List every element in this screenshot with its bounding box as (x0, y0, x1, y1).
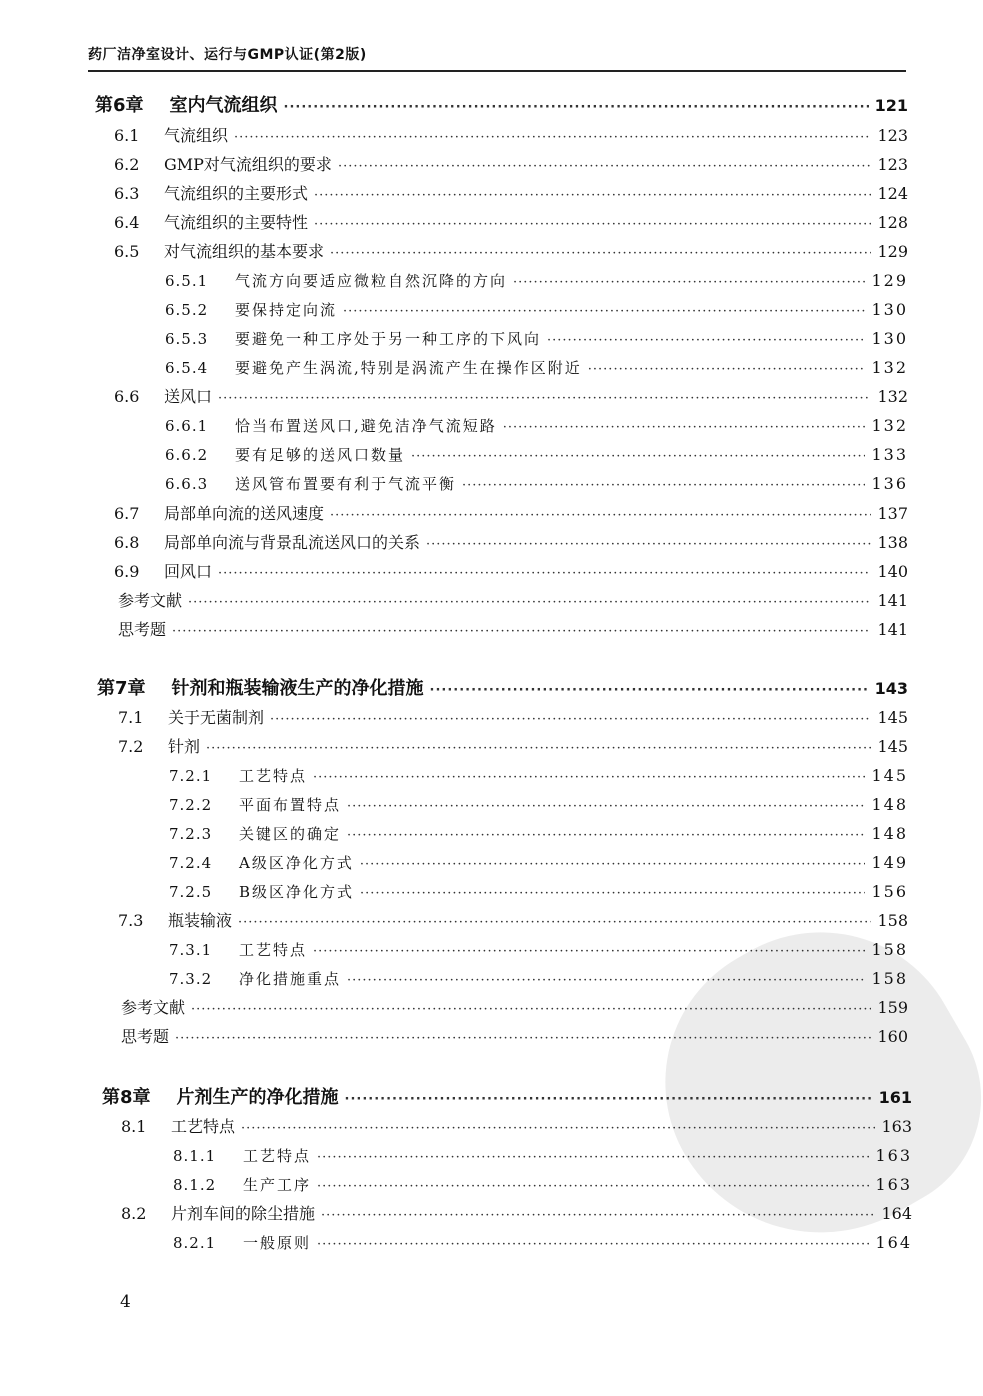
subsection-title: 要避免一种工序处于另一种工序的下风向 (235, 330, 542, 348)
toc-subsection-8-2-1[interactable] (173, 1231, 912, 1255)
chapter-number: 第8章 (102, 1087, 151, 1108)
page-number: 141 (877, 620, 908, 639)
section-title: 工艺特点 (171, 1117, 236, 1136)
leader-dots (270, 708, 871, 732)
page-number: 132 (871, 416, 908, 435)
toc-subsection-7-2-2[interactable] (169, 793, 908, 817)
leader-dots (347, 969, 865, 993)
toc-chapter-8[interactable] (102, 1086, 912, 1110)
questions-title: 思考题 (118, 620, 167, 639)
toc-questions-ch7[interactable] (121, 1025, 908, 1049)
section-number: 6.3 (114, 184, 140, 203)
page-number: 130 (871, 329, 908, 348)
leader-dots (313, 766, 865, 790)
leader-dots (317, 1175, 869, 1199)
subsection-number: 6.6.2 (165, 446, 209, 464)
page-number: 163 (875, 1146, 912, 1165)
subsection-number: 7.2.4 (169, 854, 213, 872)
section-number: 6.8 (114, 533, 140, 552)
page-number: 130 (871, 300, 908, 319)
subsection-number: 6.5.2 (165, 301, 209, 319)
chapter-title: 针剂和瓶装输液生产的净化措施 (171, 678, 424, 699)
toc-references-ch7[interactable] (121, 996, 908, 1020)
page-number: 161 (878, 1088, 912, 1107)
leader-dots (462, 474, 865, 498)
page-number: 163 (875, 1175, 912, 1194)
leader-dots (321, 1204, 875, 1228)
page-number: 132 (871, 358, 908, 377)
subsection-number: 8.2.1 (173, 1234, 217, 1252)
subsection-title: A级区净化方式 (239, 854, 354, 872)
page-number: 123 (877, 155, 908, 174)
leader-dots (513, 271, 865, 295)
leader-dots (330, 504, 871, 528)
subsection-title: 送风管布置要有利于气流平衡 (235, 475, 457, 493)
toc-subsection-6-6-1[interactable] (165, 414, 908, 438)
section-title: 气流组织的主要形式 (164, 184, 309, 203)
leader-dots (430, 679, 869, 703)
leader-dots (338, 155, 872, 179)
toc-references-ch6[interactable] (118, 589, 908, 613)
leader-dots (343, 300, 865, 324)
toc-section-6-2[interactable] (114, 153, 908, 177)
section-number: 6.1 (114, 126, 140, 145)
leader-dots (426, 533, 871, 557)
page-number: 138 (877, 533, 908, 552)
page-number: 140 (877, 562, 908, 581)
subsection-title: 工艺特点 (243, 1147, 312, 1165)
subsection-title: 要有足够的送风口数量 (235, 446, 406, 464)
page-number: 141 (877, 591, 908, 610)
section-title: 瓶装输液 (168, 911, 233, 930)
subsection-number: 7.2.1 (169, 767, 213, 785)
section-number: 6.7 (114, 504, 140, 523)
subsection-number: 6.6.1 (165, 417, 209, 435)
page-number: 148 (871, 795, 908, 814)
leader-dots (317, 1233, 869, 1257)
leader-dots (347, 795, 865, 819)
leader-dots (588, 358, 866, 382)
subsection-number: 7.3.2 (169, 970, 213, 988)
page-number: 124 (877, 184, 908, 203)
page-number: 129 (877, 242, 908, 261)
toc-subsection-8-1-1[interactable] (173, 1144, 912, 1168)
subsection-title: 工艺特点 (239, 941, 308, 959)
chapter-title: 室内气流组织 (169, 95, 278, 116)
page-number: 137 (877, 504, 908, 523)
leader-dots (188, 591, 871, 615)
leader-dots (347, 824, 865, 848)
toc-section-6-1[interactable] (114, 124, 908, 148)
subsection-title: 要保持定向流 (235, 301, 338, 319)
toc-subsection-6-6-2[interactable] (165, 443, 908, 467)
toc-section-6-8[interactable] (114, 531, 908, 555)
subsection-title: 净化措施重点 (239, 970, 342, 988)
subsection-number: 6.5.1 (165, 272, 209, 290)
section-title: 局部单向流与背景乱流送风口的关系 (164, 533, 421, 552)
subsection-number: 6.5.3 (165, 330, 209, 348)
toc-section-7-2[interactable] (118, 735, 908, 759)
leader-dots (313, 940, 865, 964)
leader-dots (218, 387, 871, 411)
leader-dots (172, 620, 871, 644)
subsection-title: 生产工序 (243, 1176, 312, 1194)
subsection-number: 6.5.4 (165, 359, 209, 377)
toc-subsection-7-3-1[interactable] (169, 938, 908, 962)
subsection-title: 一般原则 (243, 1234, 312, 1252)
page-number: 145 (877, 737, 908, 756)
page-number: 159 (877, 998, 908, 1017)
leader-dots (503, 416, 866, 440)
section-number: 6.5 (114, 242, 140, 261)
toc-section-7-1[interactable] (118, 706, 908, 730)
leader-dots (411, 445, 865, 469)
page-number: 136 (871, 474, 908, 493)
subsection-number: 8.1.1 (173, 1147, 217, 1165)
subsection-number: 7.3.1 (169, 941, 213, 959)
leader-dots (330, 242, 871, 266)
leader-dots (234, 126, 871, 150)
section-title: 回风口 (164, 562, 213, 581)
subsection-number: 7.2.3 (169, 825, 213, 843)
toc-subsection-7-2-4[interactable] (169, 851, 908, 875)
toc-subsection-6-5-2[interactable] (165, 298, 908, 322)
toc-subsection-6-5-4[interactable] (165, 356, 908, 380)
toc-subsection-6-5-1[interactable] (165, 269, 908, 293)
subsection-title: 要避免产生涡流,特别是涡流产生在操作区附近 (235, 359, 582, 377)
toc-subsection-7-2-3[interactable] (169, 822, 908, 846)
toc-chapter-7[interactable] (97, 677, 908, 701)
toc-section-6-4[interactable] (114, 211, 908, 235)
section-title: 送风口 (164, 387, 213, 406)
section-number: 6.2 (114, 155, 140, 174)
toc-subsection-7-2-1[interactable] (169, 764, 908, 788)
toc-section-6-7[interactable] (114, 502, 908, 526)
leader-dots (175, 1027, 871, 1051)
page-number: 160 (877, 1027, 908, 1046)
toc-section-8-2[interactable] (121, 1202, 912, 1226)
toc-subsection-7-3-2[interactable] (169, 967, 908, 991)
section-number: 7.3 (118, 911, 144, 930)
page-number: 148 (871, 824, 908, 843)
toc-questions-ch6[interactable] (118, 618, 908, 642)
toc-subsection-6-6-3[interactable] (165, 472, 908, 496)
page-number: 143 (874, 679, 908, 698)
page-number: 123 (877, 126, 908, 145)
subsection-title: 恰当布置送风口,避免洁净气流短路 (235, 417, 497, 435)
page-number: 121 (874, 96, 908, 115)
references-title: 参考文献 (121, 998, 186, 1017)
page-folio: 4 (120, 1292, 131, 1312)
section-title: GMP对气流组织的要求 (164, 155, 332, 174)
subsection-number: 7.2.5 (169, 883, 213, 901)
subsection-title: B级区净化方式 (239, 883, 355, 901)
leader-dots (360, 853, 866, 877)
subsection-title: 关键区的确定 (239, 825, 342, 843)
toc-section-6-5[interactable] (114, 240, 908, 264)
page-number: 158 (877, 911, 908, 930)
subsection-title: 气流方向要适应微粒自然沉降的方向 (235, 272, 508, 290)
section-title: 片剂车间的除尘措施 (171, 1204, 316, 1223)
toc-subsection-7-2-5[interactable] (169, 880, 908, 904)
subsection-number: 7.2.2 (169, 796, 213, 814)
page-number: 145 (877, 708, 908, 727)
section-number: 8.2 (121, 1204, 147, 1223)
section-title: 针剂 (168, 737, 201, 756)
leader-dots (241, 1117, 875, 1141)
chapter-title: 片剂生产的净化措施 (176, 1087, 339, 1108)
subsection-title: 平面布置特点 (239, 796, 342, 814)
page-number: 132 (877, 387, 908, 406)
toc-section-6-3[interactable] (114, 182, 908, 206)
chapter-number: 第7章 (97, 678, 146, 699)
page-number: 164 (875, 1233, 912, 1252)
toc-section-6-9[interactable] (114, 560, 908, 584)
section-title: 局部单向流的送风速度 (164, 504, 325, 523)
page-number: 129 (871, 271, 908, 290)
section-title: 对气流组织的基本要求 (164, 242, 325, 261)
subsection-number: 6.6.3 (165, 475, 209, 493)
section-number: 6.6 (114, 387, 140, 406)
leader-dots (218, 562, 871, 586)
leader-dots (547, 329, 865, 353)
toc-section-6-6[interactable] (114, 385, 908, 409)
running-header: 药厂洁净室设计、运行与GMP认证(第2版) (88, 47, 367, 63)
section-number: 7.1 (118, 708, 144, 727)
section-number: 8.1 (121, 1117, 147, 1136)
page-number: 164 (881, 1204, 912, 1223)
section-number: 7.2 (118, 737, 144, 756)
toc-subsection-6-5-3[interactable] (165, 327, 908, 351)
page-number: 145 (871, 766, 908, 785)
page-number: 158 (871, 969, 908, 988)
toc-section-7-3[interactable] (118, 909, 908, 933)
toc-subsection-8-1-2[interactable] (173, 1173, 912, 1197)
section-number: 6.4 (114, 213, 140, 232)
leader-dots (284, 96, 869, 120)
references-title: 参考文献 (118, 591, 183, 610)
section-title: 气流组织的主要特性 (164, 213, 309, 232)
page-number: 133 (871, 445, 908, 464)
page-number: 158 (871, 940, 908, 959)
toc-chapter-6[interactable] (95, 94, 908, 118)
questions-title: 思考题 (121, 1027, 170, 1046)
section-title: 气流组织 (164, 126, 229, 145)
chapter-number: 第6章 (95, 95, 144, 116)
leader-dots (206, 737, 871, 761)
page-number: 156 (871, 882, 908, 901)
page-number: 163 (881, 1117, 912, 1136)
page-number: 128 (877, 213, 908, 232)
page-number: 149 (871, 853, 908, 872)
leader-dots (360, 882, 865, 906)
leader-dots (317, 1146, 869, 1170)
leader-dots (314, 184, 871, 208)
leader-dots (314, 213, 871, 237)
leader-dots (191, 998, 871, 1022)
section-number: 6.9 (114, 562, 140, 581)
leader-dots (238, 911, 871, 935)
section-title: 关于无菌制剂 (168, 708, 265, 727)
subsection-number: 8.1.2 (173, 1176, 217, 1194)
subsection-title: 工艺特点 (239, 767, 308, 785)
toc-section-8-1[interactable] (121, 1115, 912, 1139)
leader-dots (345, 1088, 873, 1112)
